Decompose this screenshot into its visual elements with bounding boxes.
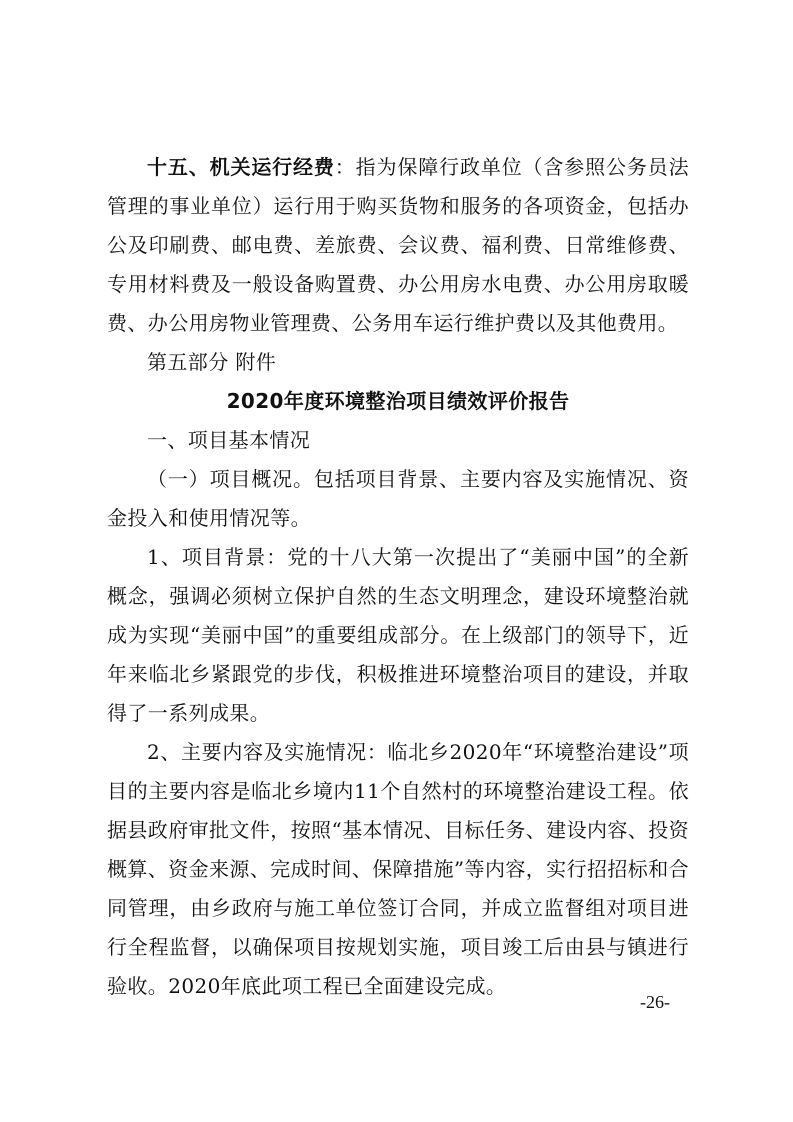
section-heading-one: 一、项目基本情况 xyxy=(147,428,311,452)
section-fifteen xyxy=(107,148,689,343)
term-label: 十五、机关运行经费 xyxy=(147,155,335,179)
paragraph-background: 1、项目背景：党的十八大第一次提出了“美丽中国”的全新概念，强调必须树立保护自然的生态文明理念，建设环境整治就成为实现“美丽中国”的重要组成部分。在上级部门的领导下，近年来临北乡紧跟党的步伐，积极推进环境整治项目的建设，并取得了一系列成果。 xyxy=(107,545,689,725)
term-definition: ：指为保障行政单位（含参照公务员法管理的事业单位）运行用于购买货物和服务的各项资金，包括办公及印刷费、邮电费、差旅费、会议费、福利费、日常维修费、专用材料费及一般设备购置费、办公用房水电费、办公用房取暖费、办公用房物业管理费、公务用车运行维护费以及其他费用。 xyxy=(107,155,689,335)
part-five-heading: 第五部分 附件 xyxy=(147,350,277,374)
subsection-heading-one: （一）项目概况。包括项目背景、主要内容及实施情况、资金投入和使用情况等。 xyxy=(107,467,689,530)
paragraph-content: 2、主要内容及实施情况：临北乡2020年“环境整治建设”项目的主要内容是临北乡境内11个自然村的环境整治建设工程。依据县政府审批文件，按照“基本情况、目标任务、建设内容、投资概算、资金来源、完成时间、保障措施”等内容，实行招招标和合同管理，由乡政府与施工单位签订合同，并成立监督组对项目进行全程监督，以确保项目按规划实施，项目竣工后由县与镇进行验收。2020年底此项工程已全面建设完成。 xyxy=(107,740,689,998)
page-number: -26- xyxy=(640,992,670,1012)
document-body xyxy=(107,148,689,1006)
report-title: 2020年度环境整治项目绩效评价报告 xyxy=(226,389,570,413)
